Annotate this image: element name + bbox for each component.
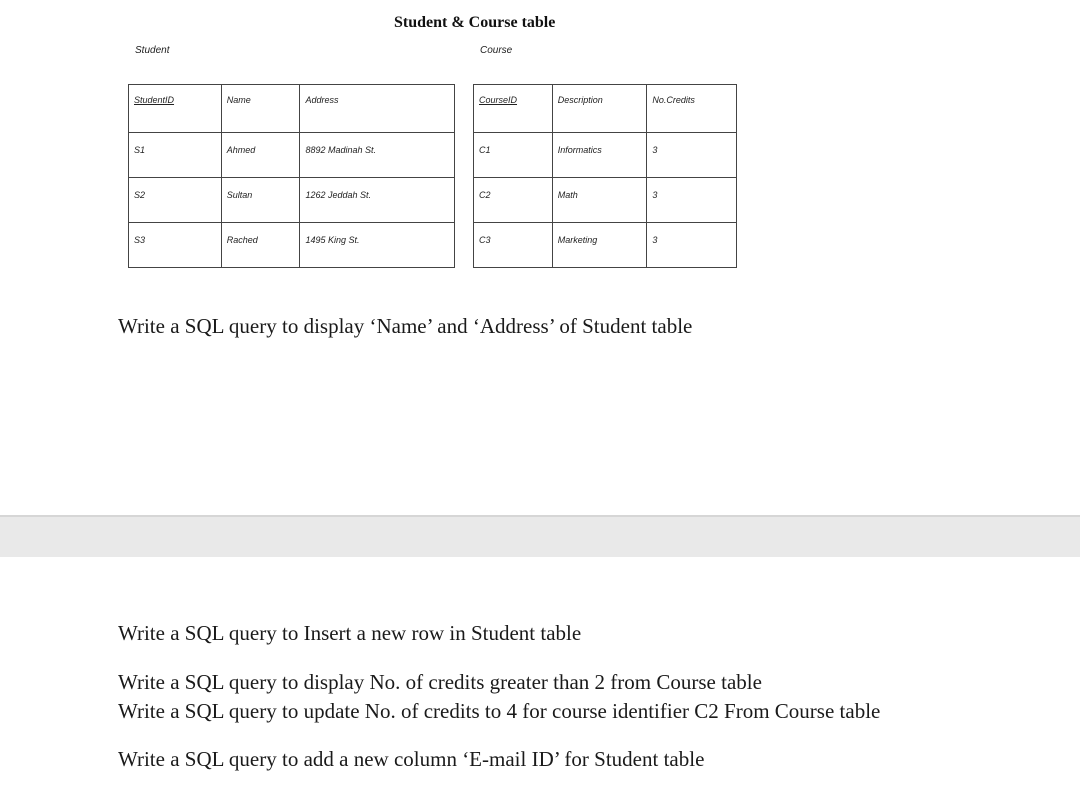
table-cell: C1 (474, 133, 553, 178)
table-cell: Sultan (221, 178, 300, 223)
table-header-row (474, 85, 737, 133)
table-cell: Informatics (552, 133, 647, 178)
table-cell: Math (552, 178, 647, 223)
table-row (129, 223, 455, 268)
student-table-caption: Student (135, 45, 170, 56)
course-table-caption: Course (480, 45, 513, 56)
document-title: Student & Course table (394, 14, 556, 31)
table-cell: 3 (647, 178, 737, 223)
table-cell: Rached (221, 223, 300, 268)
column-header: CourseID (474, 85, 553, 133)
question-insert-row: Write a SQL query to Insert a new row in Student table (118, 621, 582, 645)
table-cell: S3 (129, 223, 222, 268)
table-header-row (129, 85, 455, 133)
column-header: Description (552, 85, 647, 133)
course-table (473, 84, 737, 268)
question-credits-greater: Write a SQL query to display No. of credits greater than 2 from Course table (118, 670, 762, 694)
table-cell: S1 (129, 133, 222, 178)
table-cell: 1262 Jeddah St. (300, 178, 455, 223)
column-header: Name (221, 85, 300, 133)
table-cell: 3 (647, 133, 737, 178)
table-row (474, 133, 737, 178)
question-display-name-address: Write a SQL query to display ‘Name’ and ‘Address’ of Student table (118, 314, 693, 338)
table-cell: S2 (129, 178, 222, 223)
table-row (129, 133, 455, 178)
table-cell: 3 (647, 223, 737, 268)
page-separator (0, 515, 1080, 557)
question-update-credits: Write a SQL query to update No. of credits to 4 for course identifier C2 From Course table (118, 699, 881, 723)
table-row (129, 178, 455, 223)
column-header: No.Credits (647, 85, 737, 133)
table-cell: Marketing (552, 223, 647, 268)
table-cell: 1495 King St. (300, 223, 455, 268)
table-row (474, 178, 737, 223)
document-page-2 (0, 557, 1080, 788)
table-cell: C3 (474, 223, 553, 268)
column-header: StudentID (129, 85, 222, 133)
student-table (128, 84, 455, 268)
table-row (474, 223, 737, 268)
question-add-column: Write a SQL query to add a new column ‘E-mail ID’ for Student table (118, 747, 705, 771)
column-header: Address (300, 85, 455, 133)
table-cell: Ahmed (221, 133, 300, 178)
table-cell: 8892 Madinah St. (300, 133, 455, 178)
table-cell: C2 (474, 178, 553, 223)
